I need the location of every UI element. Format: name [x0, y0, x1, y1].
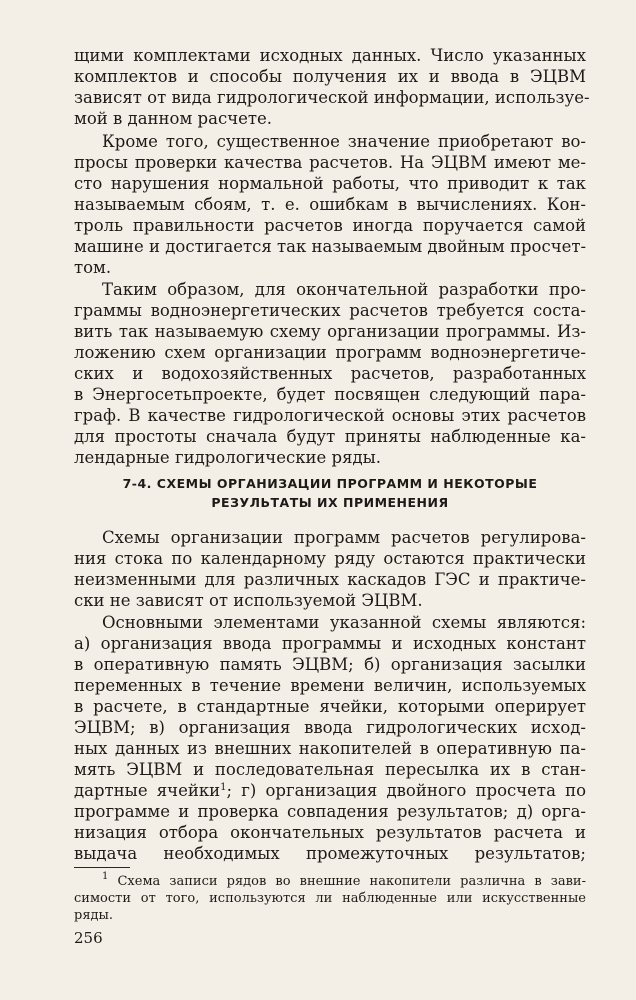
text-line: ских и водохозяйственных расчетов, разработанных: [74, 364, 586, 383]
text-line: просы проверки качества расчетов. На ЭЦВМ имеют ме-: [74, 153, 586, 172]
text-line: вить так называемую схему организации программы. Из-: [74, 322, 586, 341]
text-fragment: дартные ячейки: [74, 781, 221, 800]
text-line: Основными элементами указанной схемы являются:: [102, 613, 586, 632]
text-line: сто нарушения нормальной работы, что приводит к так: [74, 174, 586, 193]
text-line: а) организация ввода программы и исходных констант: [74, 634, 586, 653]
text-fragment: ; г) организация двойного просчета по: [226, 781, 586, 800]
text-line: том.: [74, 258, 112, 277]
text-line: граммы водноэнергетических расчетов требуется соста-: [74, 301, 586, 320]
footnote-line: симости от того, используются ли наблюденные или искусственные: [74, 891, 586, 906]
text-line: ски не зависят от используемой ЭЦВМ.: [74, 591, 423, 610]
text-line: в расчете, в стандартные ячейки, которыми оперирует: [74, 697, 586, 716]
footnote-reference: 1: [220, 782, 227, 793]
text-line: мять ЭЦВМ и последовательная пересылка их в стан-: [74, 760, 586, 779]
text-line: выдача необходимых промежуточных результатов;: [74, 844, 586, 863]
text-line: троль правильности расчетов иногда поручается самой: [74, 216, 586, 235]
text-line: неизменными для различных каскадов ГЭС и практиче-: [74, 570, 586, 589]
text-line: Схемы организации программ расчетов регулирова-: [102, 528, 586, 547]
text-line: лендарные гидрологические ряды.: [74, 448, 382, 467]
footnote-mark: 1: [102, 871, 109, 882]
section-heading-line-2: РЕЗУЛЬТАТЫ ИХ ПРИМЕНЕНИЯ: [211, 495, 449, 510]
section-heading-line-1: 7-4. СХЕМЫ ОРГАНИЗАЦИИ ПРОГРАММ И НЕКОТОРЫЕ: [122, 476, 538, 491]
text-line: в Энергосетьпроекте, будет посвящен следующий пара-: [74, 385, 586, 404]
text-line: для простоты сначала будут приняты наблюденные ка-: [74, 427, 586, 446]
text-line: щими комплектами исходных данных. Число указанных: [74, 46, 586, 65]
text-line: зависят от вида гидрологической информации, используе-: [74, 88, 590, 107]
text-line: [74, 781, 586, 801]
text-line: в оперативную память ЭЦВМ; б) организация засылки: [74, 655, 586, 674]
text-line: мой в данном расчете.: [74, 109, 272, 128]
text-line: называемым сбоям, т. е. ошибкам в вычислениях. Кон-: [74, 195, 586, 214]
footnote-line: [74, 873, 586, 890]
text-line: Таким образом, для окончательной разработки про-: [102, 280, 586, 299]
text-line: программе и проверка совпадения результатов; д) орга-: [74, 802, 586, 821]
text-line: комплектов и способы получения их и ввода в ЭЦВМ: [74, 67, 586, 86]
text-line: ЭЦВМ; в) организация ввода гидрологических исход-: [74, 718, 586, 737]
text-line: Кроме того, существенное значение приобретают во-: [102, 132, 586, 151]
text-line: машине и достигается так называемым двойным просчет-: [74, 237, 587, 256]
text-line: ных данных из внешних накопителей в оперативную па-: [74, 739, 586, 758]
footnote-line: ряды.: [74, 908, 114, 923]
text-line: низация отбора окончательных результатов расчета и: [74, 823, 586, 842]
page-number: 256: [74, 929, 103, 947]
text-line: переменных в течение времени величин, используемых: [74, 676, 586, 695]
text-line: граф. В качестве гидрологической основы этих расчетов: [74, 406, 586, 425]
footnote-text: Схема записи рядов во внешние накопители различна в зави-: [108, 874, 586, 889]
footnote-divider: [74, 867, 130, 868]
text-line: ложению схем организации программ водноэнергетиче-: [74, 343, 586, 362]
text-line: ния стока по календарному ряду остаются практически: [74, 549, 586, 568]
